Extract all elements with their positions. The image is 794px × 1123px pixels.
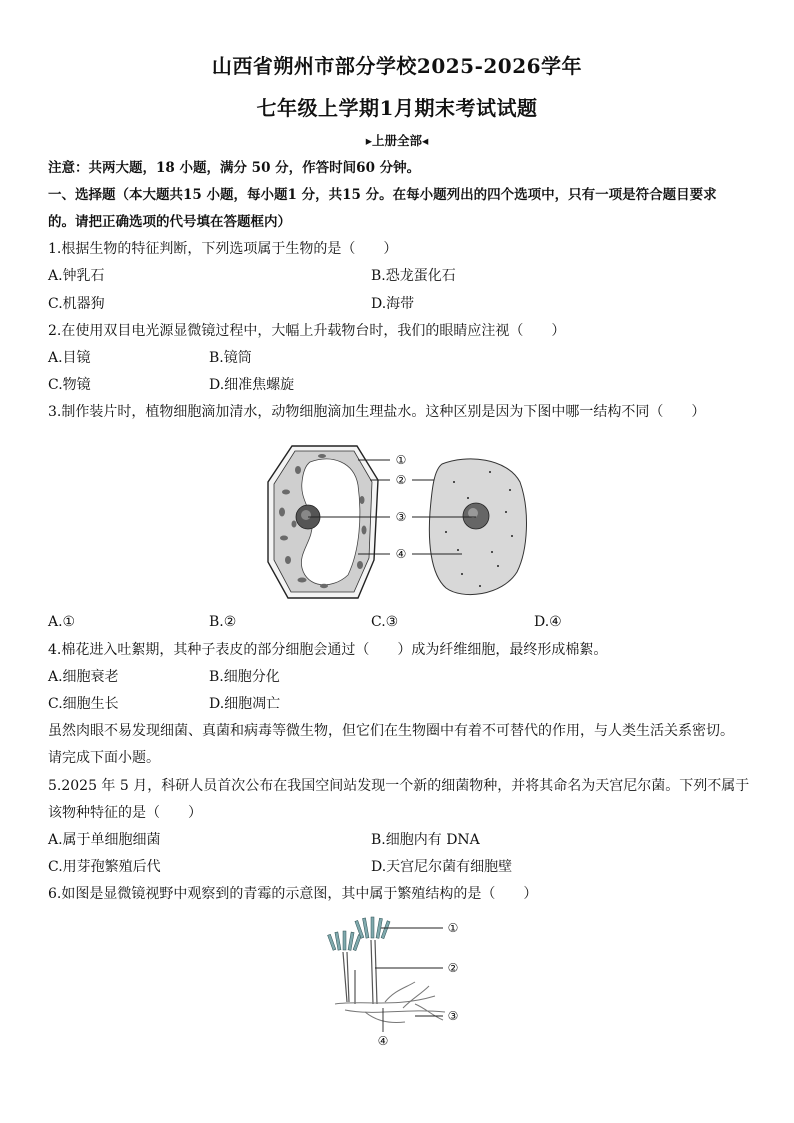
mold-label-3: ③ [447,1009,459,1023]
q5-stem: 5.2025 年 5 月，科研人员首次公布在我国空间站发现一个新的细菌物种，并将其命名为天宫尼尔菌。下列不属于 [48,778,750,794]
passage-line2: 请完成下面小题。 [48,750,160,766]
exam-title-line1: 山西省朔州市部分学校2025-2026学年 [211,54,583,78]
notice: 注意：共两大题，18 小题，满分 50 分，作答时间60 分钟。 [48,160,421,176]
penicillium-figure [325,912,475,1052]
q3-option-d[interactable]: D.④ [534,614,562,630]
q5-stem-line2: 该物种特征的是（ ） [48,805,202,821]
q4-option-c[interactable]: C.细胞生长 [48,696,119,712]
q1-option-a[interactable]: A.钟乳石 [48,268,105,284]
cell-label-2: ② [395,473,407,487]
section1-heading-line2: 的。请把正确选项的代号填在答题框内） [48,214,291,230]
q5-option-b[interactable]: B.细胞内有 DNA [371,832,480,848]
exam-scope: ▸上册全部◂ [365,133,429,148]
q2-option-b[interactable]: B.镜筒 [209,350,252,366]
passage-line1: 虽然肉眼不易发现细菌、真菌和病毒等微生物，但它们在生物圈中有着不可替代的作用，与人类生活关系密切。 [48,723,734,739]
q3-option-b[interactable]: B.② [209,614,237,630]
q1-option-c[interactable]: C.机器狗 [48,296,105,312]
exam-title-line2: 七年级上学期1月期末考试试题 [256,96,538,120]
q2-option-d[interactable]: D.细准焦螺旋 [209,377,295,393]
cell-label-1: ① [395,453,407,467]
q5-option-c[interactable]: C.用芽孢繁殖后代 [48,859,161,875]
cell-label-4: ④ [395,547,407,561]
mold-label-4: ④ [377,1034,389,1048]
q2-option-a[interactable]: A.目镜 [48,350,91,366]
q1-option-b[interactable]: B.恐龙蛋化石 [371,268,456,284]
mold-label-1: ① [447,921,459,935]
q5-option-d[interactable]: D.天宫尼尔菌有细胞壁 [371,859,513,875]
cell-figure [262,440,532,605]
q4-stem: 4.棉花进入吐絮期，其种子表皮的部分细胞会通过（ ）成为纤维细胞，最终形成棉絮。 [48,642,608,658]
q4-option-d[interactable]: D.细胞凋亡 [209,696,281,712]
mold-label-2: ② [447,961,459,975]
section1-heading-line1: 一、选择题（本大题共15 小题，每小题1 分，共15 分。在每小题列出的四个选项中，只有一项是符合题目要求 [48,187,717,203]
q4-option-a[interactable]: A.细胞衰老 [48,669,119,685]
q5-option-a[interactable]: A.属于单细胞细菌 [48,832,161,848]
spore-brush-1 [328,931,362,951]
q3-stem: 3.制作装片时，植物细胞滴加清水，动物细胞滴加生理盐水。这种区别是因为下图中哪一结构不同（ ） [48,404,706,420]
q3-option-c[interactable]: C.③ [371,614,399,630]
q1-stem: 1.根据生物的特征判断，下列选项属于生物的是（ ） [48,241,398,257]
q1-option-d[interactable]: D.海带 [371,296,415,312]
q3-option-a[interactable]: A.① [48,614,76,630]
q6-stem: 6.如图是显微镜视野中观察到的青霉的示意图，其中属于繁殖结构的是（ ） [48,886,538,902]
q4-option-b[interactable]: B.细胞分化 [209,669,280,685]
q2-option-c[interactable]: C.物镜 [48,377,91,393]
cell-label-3: ③ [395,510,407,524]
q2-stem: 2.在使用双目电光源显微镜过程中，大幅上升载物台时，我们的眼睛应注视（ ） [48,323,566,339]
